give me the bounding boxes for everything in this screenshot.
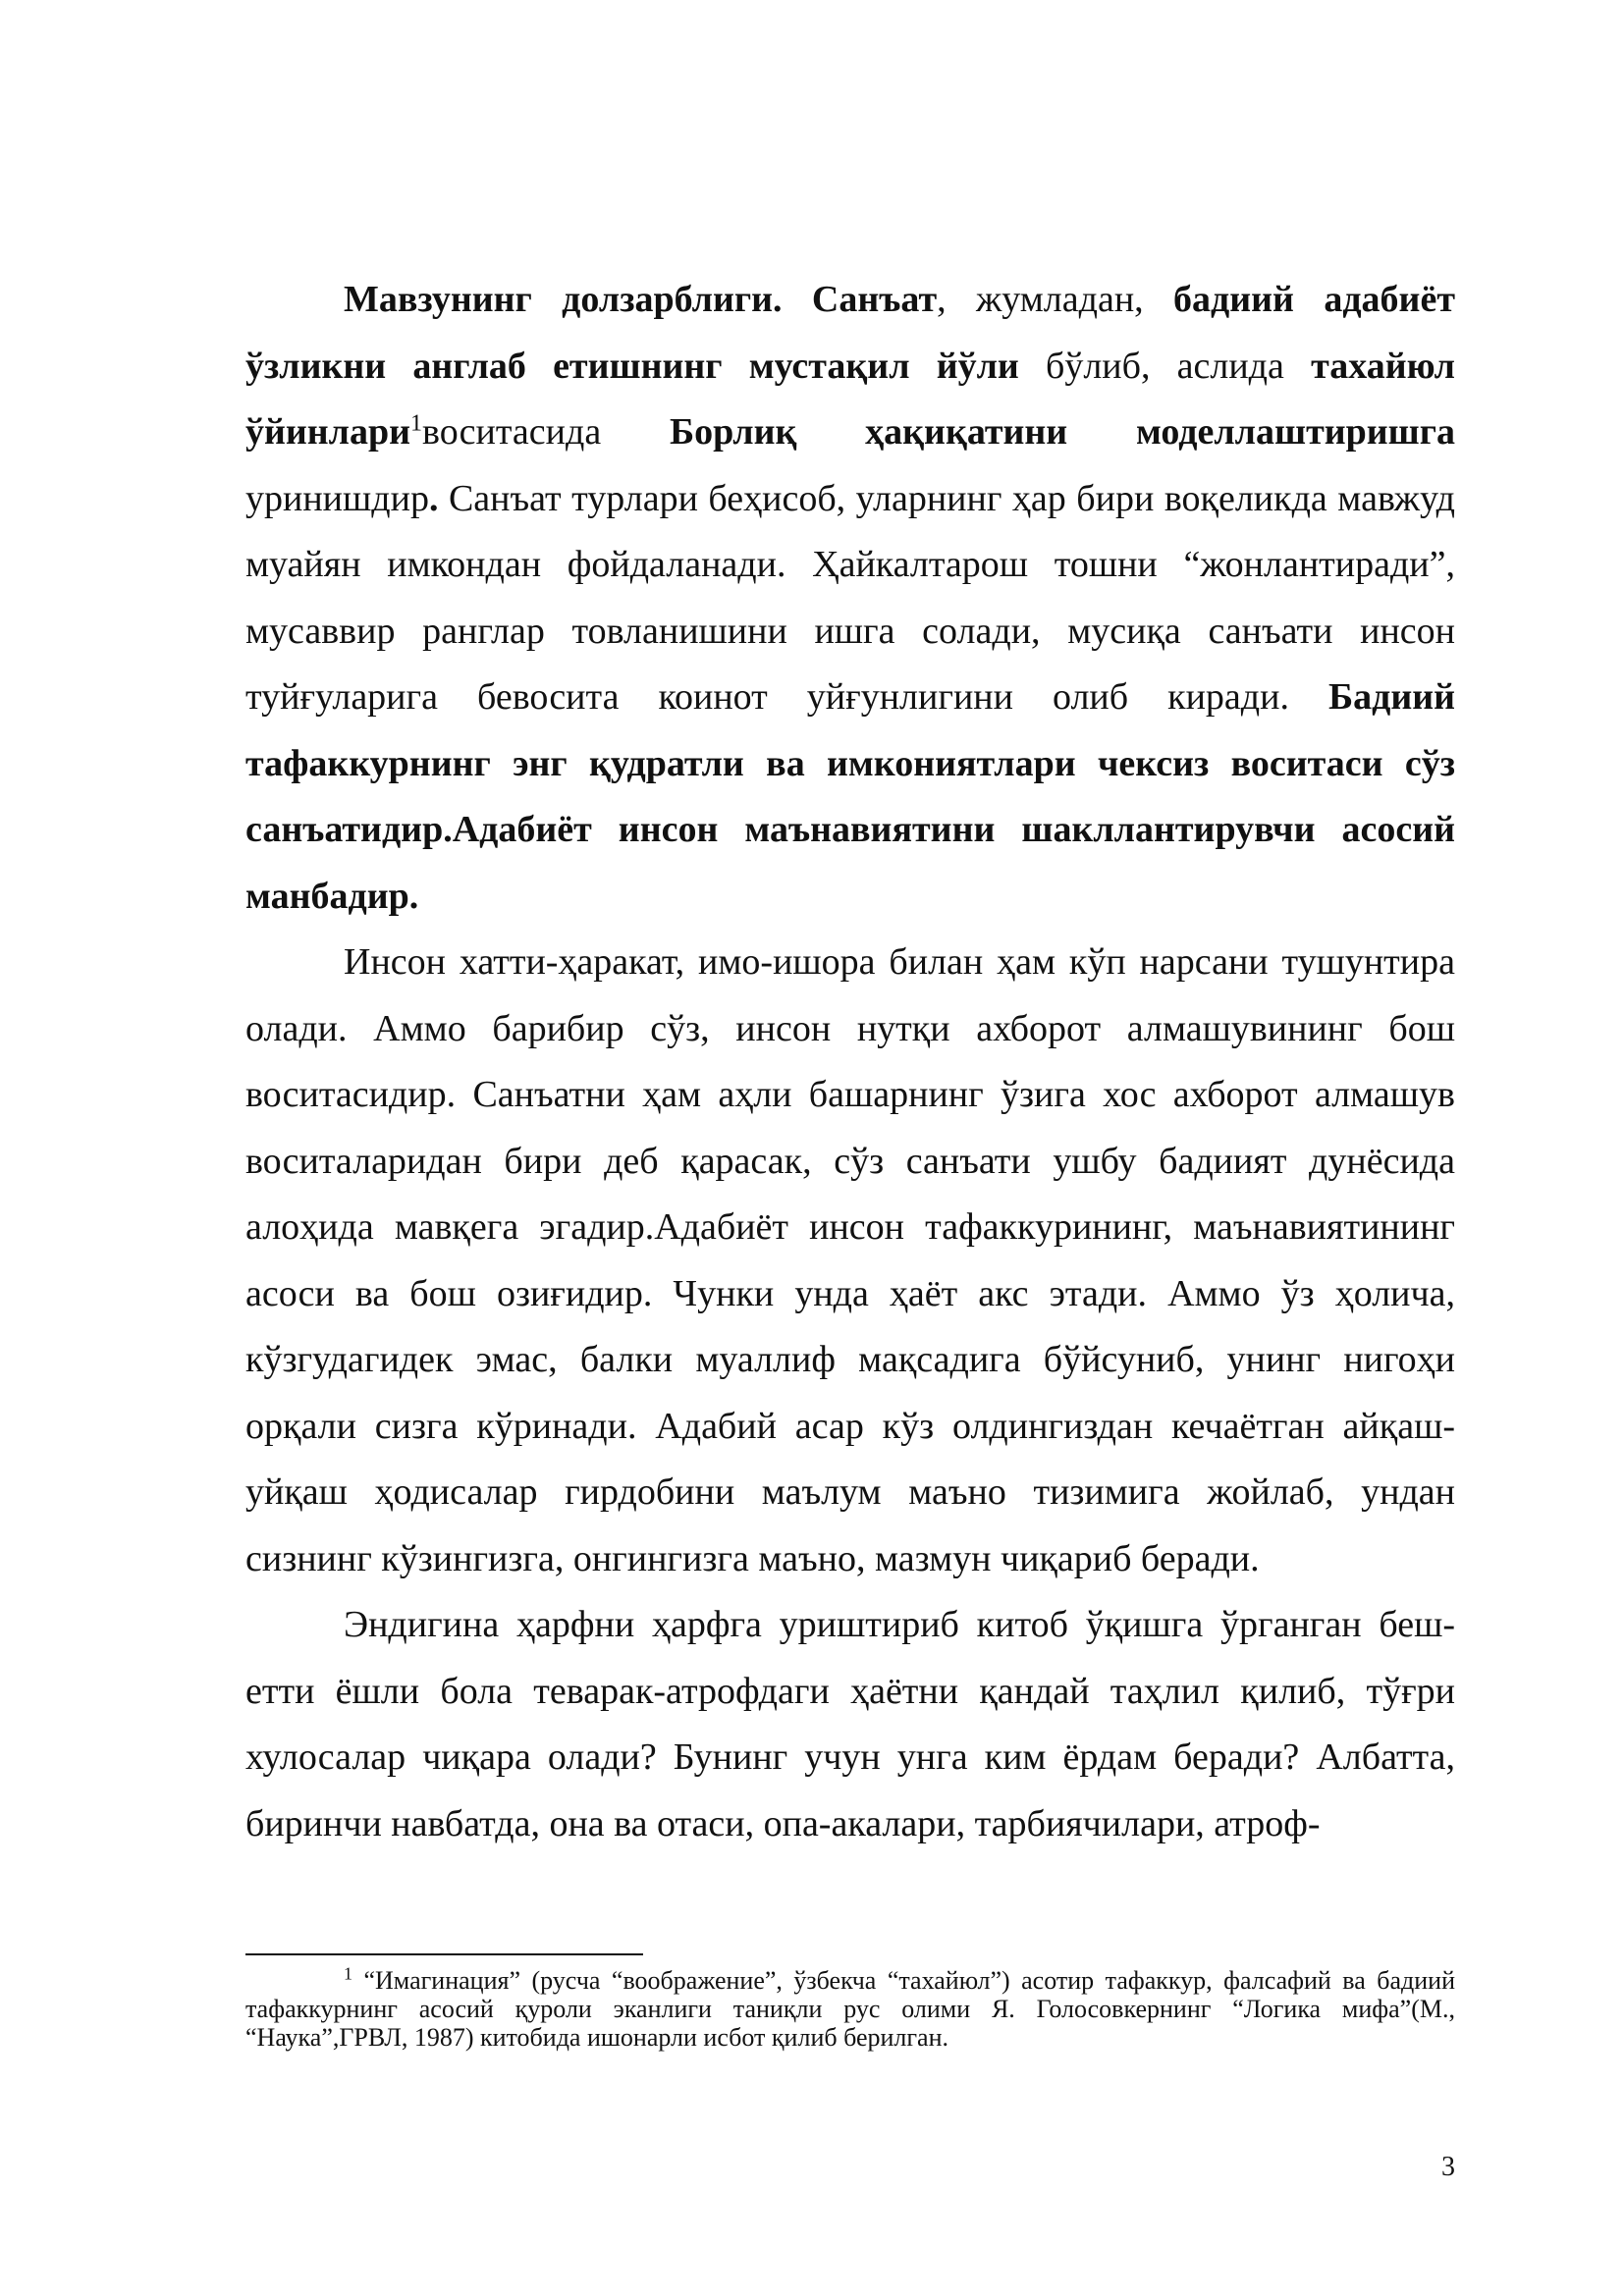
document-body <box>245 267 1455 1857</box>
text-span: , жумладан, <box>937 279 1174 320</box>
text-span: воситасида <box>422 411 670 453</box>
bold-period: . <box>428 477 439 519</box>
paragraph-relevance <box>245 267 1455 930</box>
footnote-divider <box>245 1953 643 1955</box>
bold-phrase-imagination: тахайюл ўйинлари <box>245 345 1455 453</box>
footnote-mark: 1 <box>344 1963 352 1984</box>
page-number: 3 <box>1441 2152 1455 2182</box>
text-span: уринишдир <box>245 477 429 519</box>
footnote-text: “Имагинация” (русча “воображение”, ўзбекча “тахайюл”) асотир тафаккур, фалсафий ва бадиий тафаккурнинг асосий қуроли эканлиги таниқли рус олими Я. Голосовкернинг “Логика мифа”(М., “Наука”,ГРВЛ, 1987) китобида ишонарли исбот қилиб берилган. <box>245 1966 1455 2052</box>
bold-phrase-modeling: Борлиқ ҳақиқатини моделлаштиришга <box>669 411 1455 453</box>
footnote-reference: 1 <box>410 410 423 437</box>
footnote <box>245 1963 1455 2052</box>
bold-phrase-word-art: Бадиий тафаккурнинг энг қудратли ва имкониятлари чексиз воситаси сўз санъатидир.Адабиёт инсон маънавиятини шакллантирувчи асосий манбадир. <box>245 676 1455 917</box>
paragraph-child-reading: Эндигина ҳарфни ҳарфга уриштириб китоб ўқишга ўрганган беш-етти ёшли бола теварак-атрофдаги ҳаётни қандай таҳлил қилиб, тўғри хулосалар чиқара олади? Бунинг учун унга ким ёрдам беради? Албатта, биринчи навбатда, она ва отаси, опа-акалари, тарбиячилари, атроф- <box>245 1604 1455 1844</box>
bold-phrase-literature: бадиий адабиёт ўзликни англаб етишнинг мустақил йўли <box>245 279 1455 387</box>
text-span: Санъат турлари беҳисоб, уларнинг ҳар бири воқеликда мавжуд муайян имкондан фойдаланади. Ҳайкалтарош тошни “жонлантиради”, мусаввир ранглар товланишини ишга солади, мусиқа санъати инсон туйғуларига бевосита коинот уйғунлигини олиб киради. <box>245 477 1455 718</box>
paragraph-communication: Инсон хатти-ҳаракат, имо-ишора билан ҳам кўп нарсани тушунтира олади. Аммо барибир сўз, инсон нутқи ахборот алмашувининг бош воситасидир. Санъатни ҳам аҳли башарнинг ўзига хос ахборот алмашув воситаларидан бири деб қарасак, сўз санъати ушбу бадиият дунёсида алоҳида мавқега эгадир.Адабиёт инсон тафаккурининг, маънавиятининг асоси ва бош озиғидир. Чунки унда ҳаёт акс этади. Аммо ўз ҳолича, кўзгудагидек эмас, балки муаллиф мақсадига бўйсуниб, унинг нигоҳи орқали сизга кўринади. Адабий асар кўз олдингиздан кечаётган айқаш-уйқаш ҳодисалар гирдобини маълум маъно тизимига жойлаб, ундан сизнинг кўзингизга, онгингизга маъно, мазмун чиқариб беради. <box>245 941 1455 1579</box>
text-span: бўлиб, аслида <box>1018 345 1312 387</box>
bold-heading-relevance: Мавзунинг долзарблиги. Санъат <box>344 279 938 320</box>
